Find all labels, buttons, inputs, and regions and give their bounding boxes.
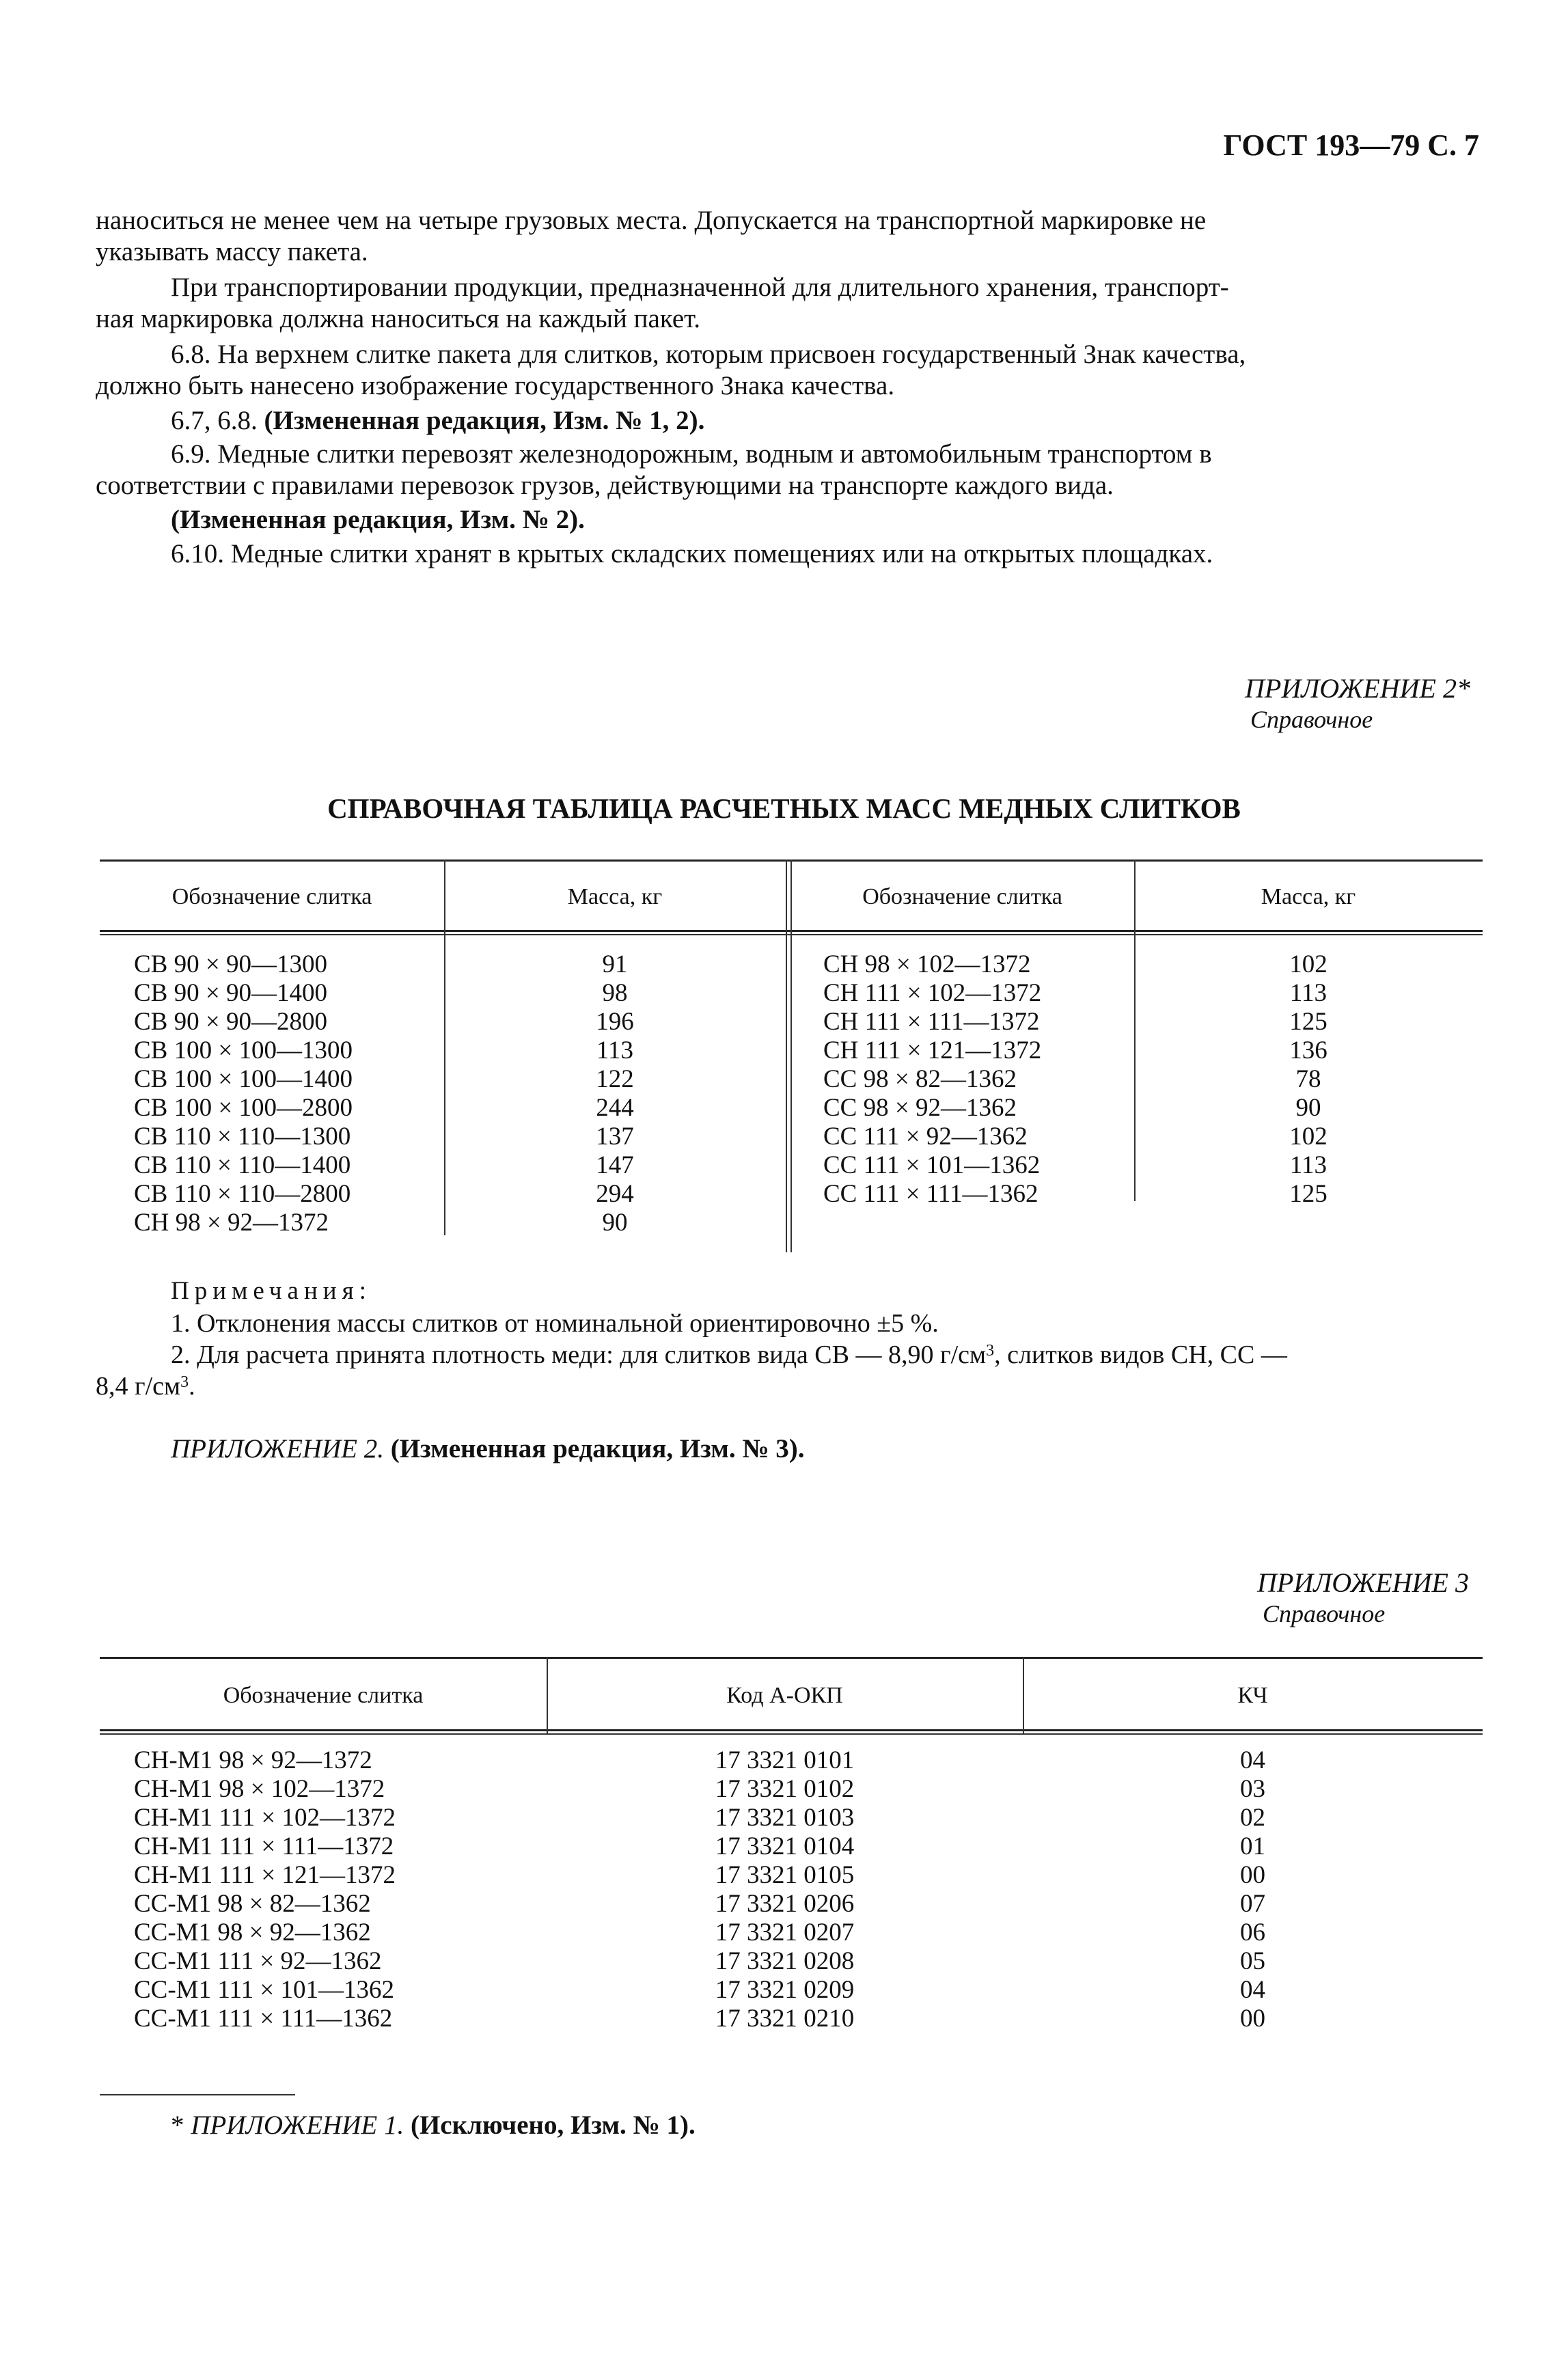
mass-cell: 125 — [1289, 1008, 1328, 1036]
mass-cell: 102 — [1289, 950, 1328, 978]
note-text: . — [189, 1372, 195, 1401]
table1-right-body — [823, 950, 1041, 1209]
kch-cell: 01 — [1240, 1832, 1265, 1860]
table1-col-divider-3 — [790, 860, 792, 1252]
designation-cell: СВ 90 × 90—1400 — [134, 979, 327, 1007]
table2-header-designation: Обозначение слитка — [223, 1683, 424, 1708]
appendix2-title: СПРАВОЧНАЯ ТАБЛИЦА РАСЧЕТНЫХ МАСС МЕДНЫХ СЛИТКОВ — [327, 793, 1241, 824]
designation-cell: СВ 100 × 100—1400 — [134, 1065, 353, 1093]
appendix3-type: Справочное — [1263, 1600, 1386, 1627]
text-line: указывать массу пакета. — [96, 237, 368, 266]
table2-header-kch: КЧ — [1237, 1683, 1268, 1708]
designation-cell: СН 98 × 102—1372 — [823, 950, 1031, 978]
mass-cell: 90 — [1295, 1094, 1321, 1122]
table-row — [134, 1008, 353, 1036]
text-line: наноситься не менее чем на четыре грузовых места. Допускается на транспортной маркировке не — [96, 206, 1207, 235]
designation-cell: СВ 110 × 110—1300 — [134, 1123, 351, 1151]
designation-cell: СС 98 × 82—1362 — [823, 1065, 1017, 1093]
table2-kch-col — [1023, 1746, 1483, 2033]
footnote — [171, 2110, 696, 2141]
designation-cell: СС-М1 111 × 101—1362 — [134, 1976, 394, 2004]
table1-left-body — [134, 950, 353, 1237]
paragraph-6-8 — [96, 339, 1246, 402]
kch-cell: 04 — [1240, 1746, 1265, 1774]
clause-number: 6.7, 6.8. — [171, 406, 258, 435]
designation-cell: СН 111 × 111—1372 — [823, 1008, 1040, 1036]
paragraph-continuation — [96, 205, 1206, 268]
paragraph-edit-note-1 — [171, 405, 704, 437]
text-line: ная маркировка должна наноситься на каждый пакет. — [96, 304, 700, 333]
table-row — [134, 1209, 353, 1237]
mass-cell: 136 — [1289, 1036, 1328, 1064]
code-cell: 17 3321 0210 — [715, 2005, 855, 2033]
designation-cell: СН 111 × 121—1372 — [823, 1036, 1042, 1064]
kch-cell: 03 — [1240, 1775, 1265, 1803]
mass-cell: 196 — [596, 1008, 634, 1036]
code-cell: 17 3321 0103 — [715, 1804, 855, 1832]
appendix2-label: ПРИЛОЖЕНИЕ 2* — [1245, 673, 1470, 704]
mass-cell: 122 — [596, 1065, 634, 1093]
paragraph-6-10: 6.10. Медные слитки хранят в крытых складских помещениях или на открытых площадках. — [171, 539, 1213, 568]
paragraph-transport — [96, 272, 1229, 335]
mass-cell: 91 — [602, 950, 628, 978]
designation-cell: СВ 110 × 110—2800 — [134, 1180, 351, 1208]
appendix-ref: ПРИЛОЖЕНИЕ 2. — [171, 1434, 384, 1463]
note-1: 1. Отклонения массы слитков от номинальной ориентировочно ±5 %. — [171, 1309, 939, 1338]
footnote-marker: * — [171, 2110, 184, 2140]
note-text: 2. Для расчета принята плотность меди: для слитков вида СВ — 8,90 г/см — [171, 1340, 987, 1369]
note-2 — [171, 1339, 1287, 1371]
mass-cell: 113 — [596, 1036, 634, 1064]
text-line: соответствии с правилами перевозок грузов, действующими на транспорте каждого вида. — [96, 471, 1114, 500]
appendix2-edit-note — [171, 1433, 805, 1465]
designation-cell: СС 98 × 92—1362 — [823, 1094, 1017, 1122]
mass-cell: 147 — [596, 1151, 634, 1179]
text-line: 6.8. На верхнем слитке пакета для слитков, которым присвоен государственный Знак качества, — [171, 340, 1246, 369]
appendix3-label: ПРИЛОЖЕНИЕ 3 — [1257, 1567, 1469, 1598]
paragraph-6-9 — [96, 439, 1212, 501]
designation-cell: СВ 100 × 100—1300 — [134, 1036, 353, 1064]
page-header: ГОСТ 193—79 С. 7 — [1223, 128, 1479, 162]
table2-code-col — [547, 1746, 1023, 2033]
designation-cell: СН-М1 98 × 92—1372 — [134, 1746, 372, 1774]
superscript: 3 — [986, 1342, 995, 1360]
table1-col-divider-2 — [786, 860, 787, 1252]
notes-title: Примечания: — [171, 1277, 372, 1305]
designation-cell: СВ 110 × 110—1400 — [134, 1151, 351, 1179]
mass-cell: 98 — [602, 979, 628, 1007]
designation-cell: СС-М1 111 × 92—1362 — [134, 1947, 382, 1975]
table-row — [134, 1151, 353, 1180]
designation-cell: СН 98 × 92—1372 — [134, 1209, 329, 1237]
designation-cell: СН-М1 111 × 121—1372 — [134, 1861, 396, 1889]
designation-cell: СС-М1 98 × 92—1362 — [134, 1919, 371, 1947]
text-line: При транспортировании продукции, предназначенной для длительного хранения, транспорт- — [171, 273, 1229, 302]
mass-cell: 294 — [596, 1180, 634, 1208]
edit-note: (Измененная редакция, Изм. № 3). — [390, 1434, 805, 1463]
kch-cell: 06 — [1240, 1919, 1265, 1947]
table-row — [134, 1123, 353, 1151]
designation-cell: СН-М1 98 × 102—1372 — [134, 1775, 385, 1803]
code-cell: 17 3321 0209 — [715, 1976, 855, 2004]
designation-cell: СС 111 × 92—1362 — [823, 1123, 1028, 1151]
kch-cell: 00 — [1240, 2005, 1265, 2033]
note-2-cont — [96, 1371, 195, 1402]
kch-cell: 02 — [1240, 1804, 1265, 1832]
text-line: должно быть нанесено изображение государственного Знака качества. — [96, 371, 895, 400]
code-cell: 17 3321 0206 — [715, 1890, 855, 1918]
table2-header-border — [100, 1729, 1483, 1731]
superscript: 3 — [180, 1373, 189, 1391]
table-row — [134, 1094, 353, 1123]
kch-cell: 00 — [1240, 1861, 1265, 1889]
mass-cell: 113 — [1289, 979, 1328, 1007]
text-line: 6.9. Медные слитки перевозят железнодорожным, водным и автомобильным транспортом в — [171, 439, 1212, 469]
designation-cell: СВ 90 × 90—1300 — [134, 950, 327, 978]
code-cell: 17 3321 0208 — [715, 1947, 855, 1975]
designation-cell: СС-М1 98 × 82—1362 — [134, 1890, 371, 1918]
paragraph-edit-note-2: (Измененная редакция, Изм. № 2). — [171, 505, 585, 534]
edit-note: (Исключено, Изм. № 1). — [410, 2110, 696, 2140]
footnote-rule — [100, 2094, 295, 2095]
table2-designation-col — [134, 1746, 396, 2033]
designation-cell: СВ 100 × 100—2800 — [134, 1094, 353, 1122]
designation-cell: СС 111 × 111—1362 — [823, 1180, 1039, 1208]
table1-left-mass — [444, 950, 786, 1237]
table2-header-border-2 — [100, 1733, 1483, 1735]
table1-header-designation-right: Обозначение слитка — [862, 884, 1062, 909]
designation-cell: СН-М1 111 × 111—1372 — [134, 1832, 394, 1860]
code-cell: 17 3321 0102 — [715, 1775, 855, 1803]
designation-cell: СН-М1 111 × 102—1372 — [134, 1804, 396, 1832]
table-row — [134, 1065, 353, 1094]
table2-top-border — [100, 1657, 1483, 1659]
code-cell: 17 3321 0101 — [715, 1746, 855, 1774]
table1-header-mass-left: Масса, кг — [567, 884, 663, 909]
mass-cell: 137 — [596, 1123, 634, 1151]
table2-header-code: Код А-ОКП — [726, 1683, 843, 1708]
code-cell: 17 3321 0104 — [715, 1832, 855, 1860]
kch-cell: 07 — [1240, 1890, 1265, 1918]
appendix2-type: Справочное — [1250, 706, 1373, 733]
appendix-ref: ПРИЛОЖЕНИЕ 1. — [191, 2110, 404, 2140]
table-row — [134, 950, 353, 979]
note-text: , слитков видов СН, СС — — [994, 1340, 1287, 1369]
code-cell: 17 3321 0105 — [715, 1861, 855, 1889]
table1-header-designation-left: Обозначение слитка — [171, 884, 372, 909]
mass-cell: 244 — [596, 1094, 634, 1122]
code-cell: 17 3321 0207 — [715, 1919, 855, 1947]
mass-cell: 102 — [1289, 1123, 1328, 1151]
designation-cell: СН 111 × 102—1372 — [823, 979, 1042, 1007]
table-row — [134, 979, 353, 1008]
mass-cell: 125 — [1289, 1180, 1328, 1208]
mass-cell: 90 — [602, 1209, 628, 1237]
note-text: 8,4 г/см — [96, 1372, 181, 1401]
designation-cell: СС 111 × 101—1362 — [823, 1151, 1041, 1179]
table1-header-mass-right: Масса, кг — [1261, 884, 1356, 909]
designation-cell: СС-М1 111 × 111—1362 — [134, 2005, 393, 2033]
designation-cell: СВ 90 × 90—2800 — [134, 1008, 327, 1036]
table1-right-mass — [1134, 950, 1483, 1209]
mass-cell: 113 — [1289, 1151, 1328, 1179]
table-row — [134, 1036, 353, 1065]
kch-cell: 04 — [1240, 1976, 1265, 2004]
table-row — [134, 1180, 353, 1209]
kch-cell: 05 — [1240, 1947, 1265, 1975]
mass-cell: 78 — [1295, 1065, 1321, 1093]
edit-note: (Измененная редакция, Изм. № 1, 2). — [264, 406, 705, 435]
